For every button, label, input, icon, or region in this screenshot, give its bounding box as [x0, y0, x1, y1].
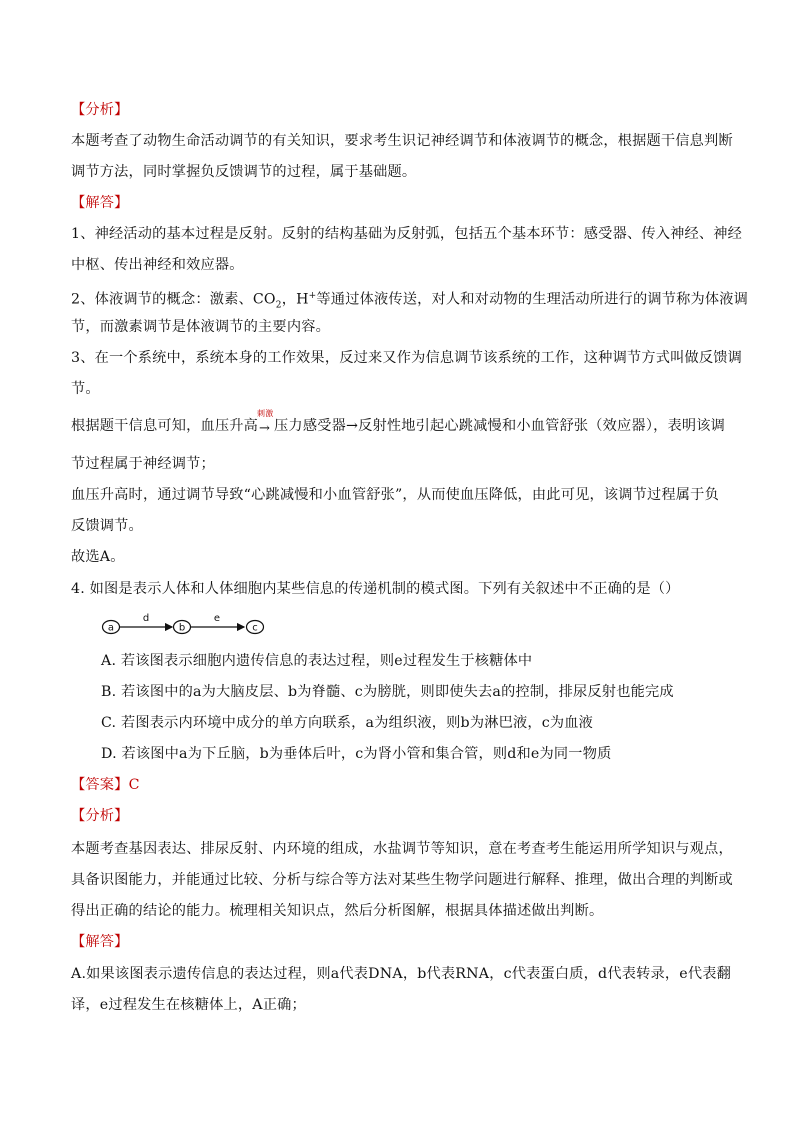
q4-solution-header: 【解答】: [71, 934, 129, 950]
stimulus-arrow: [257, 409, 274, 436]
reason-line-2: 节过程属于神经调节；: [71, 456, 215, 472]
q4-solution-line-2: 译，e过程发生在核糖体上，A正确；: [71, 997, 306, 1013]
q4-solution-line-1: A.如果该图表示遗传信息的表达过程，则a代表DNA，b代表RNA，c代表蛋白质，d代表转录，e代表翻: [71, 966, 732, 982]
option-d: D. 若该图中a为下丘脑，b为垂体后叶，c为肾小管和集合管，则d和e为同一物质: [101, 746, 612, 762]
answer-line: [71, 775, 140, 795]
option-a: A. 若该图表示细胞内遗传信息的表达过程，则e过程发生于核糖体中: [101, 653, 533, 669]
question4-stem: 4. 如图是表示人体和人体细胞内某些信息的传递机制的模式图。下列有关叙述中不正确的是（）: [71, 581, 680, 597]
analysis-line-1: 本题考查了动物生命活动调节的有关知识，要求考生识记神经调节和体液调节的概念，根据题干信息判断: [71, 133, 733, 149]
q4-analysis-line-2: 具备识图能力，并能通过比较、分析与综合等方法对某些生物学问题进行解释、推理，做出合理的判断或: [71, 872, 733, 888]
co2-subscript: 2: [275, 300, 282, 311]
stimulus-label: 刺激: [257, 409, 274, 418]
point3-line-2: 节。: [71, 381, 100, 397]
answer-value: C: [128, 777, 140, 793]
q4-analysis-line-1: 本题考查基因表达、排尿反射、内环境的组成，水盐调节等知识，意在考查考生能运用所学知识与观点，: [71, 841, 733, 857]
reason-line-1: [71, 409, 726, 436]
feedback-line-2: 反馈调节。: [71, 518, 143, 534]
point2-line-1: [71, 286, 748, 316]
point2-text-a: 2、体液调节的概念：激素、CO: [71, 291, 276, 308]
analysis-line-2: 调节方法，同时掌握负反馈调节的过程，属于基础题。: [71, 164, 417, 180]
feedback-line-1: 血压升高时，通过调节导致“心跳减慢和小血管舒张”，从而使血压降低，由此可见，该调节过程属于负: [71, 487, 719, 503]
option-c: C. 若图表示内环境中成分的单方向联系，a为组织液，则b为淋巴液，c为血液: [101, 715, 594, 731]
node-a-label: a: [107, 622, 115, 634]
h-superscript: +: [308, 291, 317, 301]
transmission-diagram: [101, 611, 271, 637]
edge-e-label: e: [213, 613, 221, 624]
point3-line-1: 3、在一个系统中，系统本身的工作效果，反过来又作为信息调节该系统的工作，这种调节方式叫做反馈调: [71, 350, 743, 366]
point2-text-c: 等通过体液传送，对人和对动物的生理活动所进行的调节称为体液调: [316, 291, 749, 308]
q4-analysis-line-3: 得出正确的结论的能力。梳理相关知识点，然后分析图解，根据具体描述做出判断。: [71, 903, 604, 919]
answer-label: 【答案】: [71, 777, 129, 793]
q4-analysis-header: 【分析】: [71, 808, 129, 824]
arrow-icon: →: [259, 421, 271, 436]
answer-header: 【解答】: [71, 195, 129, 211]
analysis-header: 【分析】: [71, 102, 129, 118]
edge-d-label: d: [142, 613, 150, 624]
point2-line-2: 节，而激素调节是体液调节的主要内容。: [71, 319, 330, 335]
point1-line-1: 1、神经活动的基本过程是反射。反射的结构基础为反射弧，包括五个基本环节：感受器、传入神经、神经: [71, 226, 743, 242]
node-b-label: b: [178, 622, 186, 634]
choice-line: 故选A。: [71, 549, 125, 565]
reason-text-a: 根据题干信息可知，血压升高: [71, 418, 259, 434]
node-c-label: c: [252, 622, 258, 634]
reason-text-b: 压力感受器→反射性地引起心跳减慢和小血管舒张（效应器），表明该调: [274, 418, 726, 434]
point2-text-b: ，H: [281, 291, 309, 308]
point1-line-2: 中枢、传出神经和效应器。: [71, 257, 244, 273]
option-b: B. 若该图中的a为大脑皮层、b为脊髓、c为膀胱，则即使失去a的控制，排尿反射也能完成: [101, 684, 674, 700]
